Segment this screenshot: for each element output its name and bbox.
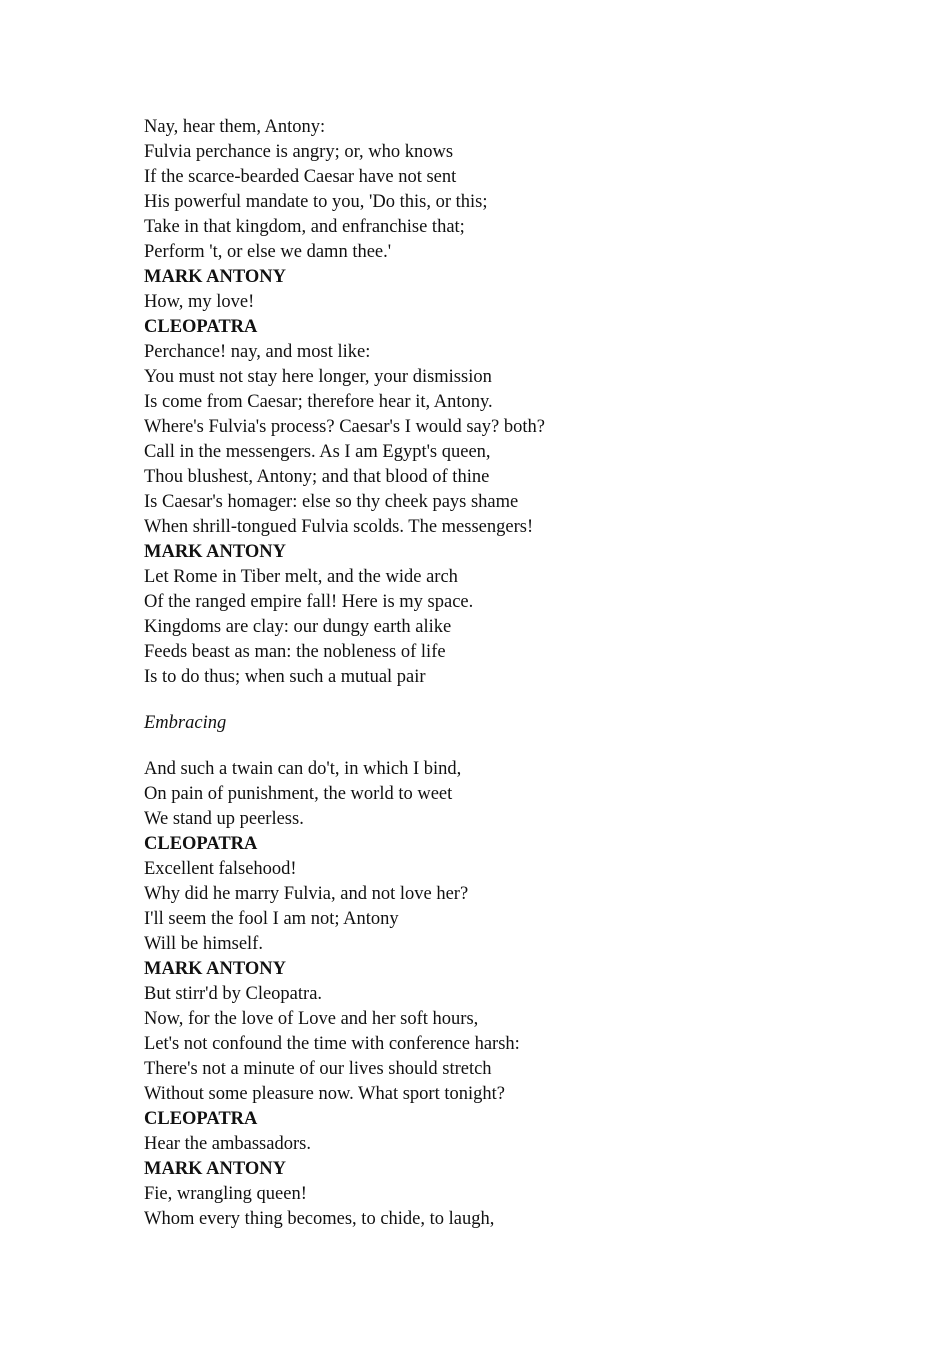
verse-line: There's not a minute of our lives should stretch xyxy=(144,1059,492,1079)
verse-line: Now, for the love of Love and her soft hours, xyxy=(144,1009,479,1029)
speaker-name: MARK ANTONY xyxy=(144,267,287,287)
speaker-name: CLEOPATRA xyxy=(144,834,258,854)
verse-line: Excellent falsehood! xyxy=(144,859,297,879)
verse-line: I'll seem the fool I am not; Antony xyxy=(144,909,399,929)
speaker-name: CLEOPATRA xyxy=(144,317,258,337)
verse-line: Is to do thus; when such a mutual pair xyxy=(144,667,426,687)
stage-direction: Embracing xyxy=(144,713,227,733)
verse-line: Let Rome in Tiber melt, and the wide arch xyxy=(144,567,458,587)
verse-line: Perform 't, or else we damn thee.' xyxy=(144,242,392,262)
verse-line: Without some pleasure now. What sport tonight? xyxy=(144,1084,505,1104)
verse-line: Will be himself. xyxy=(144,934,263,954)
verse-line: Is Caesar's homager: else so thy cheek pays shame xyxy=(144,492,519,512)
speaker-name: MARK ANTONY xyxy=(144,542,287,562)
play-text xyxy=(144,115,844,1232)
verse-line: How, my love! xyxy=(144,292,255,312)
speaker-name: MARK ANTONY xyxy=(144,959,287,979)
verse-line: Take in that kingdom, and enfranchise that; xyxy=(144,217,465,237)
verse-line: Whom every thing becomes, to chide, to laugh, xyxy=(144,1209,495,1229)
verse-line: Perchance! nay, and most like: xyxy=(144,342,371,362)
verse-line: Let's not confound the time with conference harsh: xyxy=(144,1034,520,1054)
verse-line: Is come from Caesar; therefore hear it, Antony. xyxy=(144,392,493,412)
verse-line: Of the ranged empire fall! Here is my space. xyxy=(144,592,474,612)
verse-line: On pain of punishment, the world to weet xyxy=(144,784,453,804)
verse-line: Why did he marry Fulvia, and not love her? xyxy=(144,884,469,904)
verse-line: Feeds beast as man: the nobleness of life xyxy=(144,642,446,662)
verse-line: His powerful mandate to you, 'Do this, or this; xyxy=(144,192,488,212)
verse-line: Nay, hear them, Antony: xyxy=(144,117,326,137)
verse-line: We stand up peerless. xyxy=(144,809,304,829)
verse-line: Where's Fulvia's process? Caesar's I would say? both? xyxy=(144,417,545,437)
verse-line: If the scarce-bearded Caesar have not sent xyxy=(144,167,457,187)
verse-line: Fie, wrangling queen! xyxy=(144,1184,307,1204)
verse-line: Thou blushest, Antony; and that blood of thine xyxy=(144,467,490,487)
verse-line: Call in the messengers. As I am Egypt's queen, xyxy=(144,442,491,462)
speaker-name: CLEOPATRA xyxy=(144,1109,258,1129)
speaker-name: MARK ANTONY xyxy=(144,1159,287,1179)
verse-line: You must not stay here longer, your dismission xyxy=(144,367,492,387)
verse-line: Hear the ambassadors. xyxy=(144,1134,311,1154)
verse-line: And such a twain can do't, in which I bind, xyxy=(144,759,462,779)
verse-line: Fulvia perchance is angry; or, who knows xyxy=(144,142,454,162)
verse-line: But stirr'd by Cleopatra. xyxy=(144,984,323,1004)
verse-line: Kingdoms are clay: our dungy earth alike xyxy=(144,617,452,637)
verse-line: When shrill-tongued Fulvia scolds. The messengers! xyxy=(144,517,534,537)
